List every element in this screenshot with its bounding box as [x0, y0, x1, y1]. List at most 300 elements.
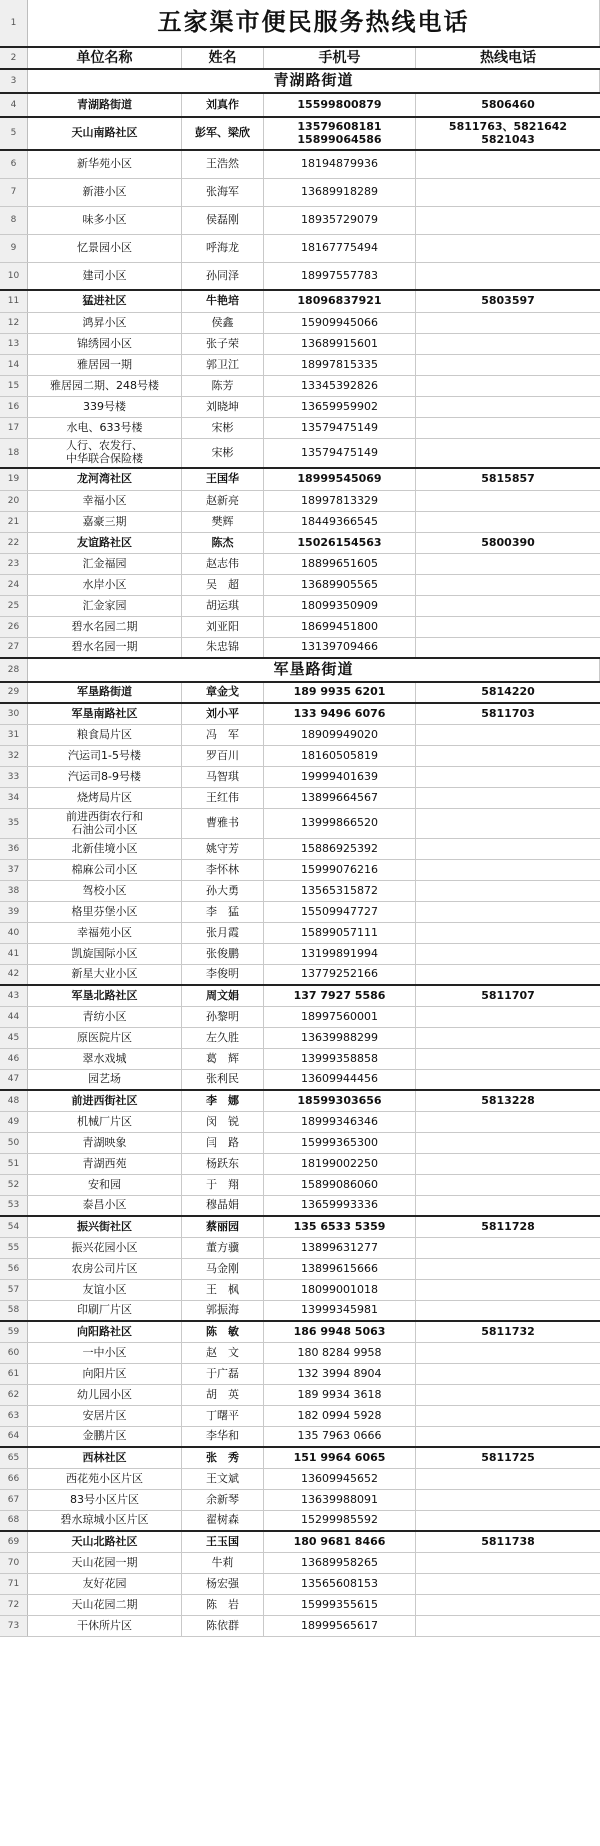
- mobile-phone-cell: 13345392826: [264, 376, 416, 396]
- mobile-phone-cell: 18599303656: [264, 1091, 416, 1111]
- mobile-phone-cell: 19999401639: [264, 767, 416, 787]
- row-number: 63: [0, 1406, 28, 1426]
- hotline-cell: [416, 1616, 600, 1636]
- hotline-cell: [416, 491, 600, 511]
- contact-name-cell: 杨跃东: [182, 1154, 264, 1174]
- contact-name-cell: 陈杰: [182, 533, 264, 553]
- hotline-cell: [416, 376, 600, 396]
- row-number: 29: [0, 683, 28, 702]
- page-title: 五家渠市便民服务热线电话: [28, 0, 600, 46]
- hotline-cell: [416, 1133, 600, 1153]
- contact-name-cell: 王浩然: [182, 151, 264, 178]
- unit-name-cell: 雅居园一期: [28, 355, 182, 375]
- contact-name-cell: 陈依群: [182, 1616, 264, 1636]
- table-row: [0, 683, 600, 704]
- mobile-phone-cell: 13565315872: [264, 881, 416, 901]
- contact-name-cell: 于 翔: [182, 1175, 264, 1195]
- unit-name-cell: 鸿昇小区: [28, 313, 182, 333]
- mobile-phone-cell: 13199891994: [264, 944, 416, 964]
- contact-name-cell: 马金刚: [182, 1259, 264, 1279]
- contact-name-cell: 陈 岩: [182, 1595, 264, 1615]
- unit-name-cell: 金鹏片区: [28, 1427, 182, 1446]
- row-number: 64: [0, 1427, 28, 1446]
- header-phone: 手机号: [264, 48, 416, 68]
- table-row: [0, 725, 600, 746]
- table-row: [0, 291, 600, 313]
- row-number: 65: [0, 1448, 28, 1468]
- mobile-phone-cell: 18997813329: [264, 491, 416, 511]
- mobile-phone-cell: 18194879936: [264, 151, 416, 178]
- contact-name-cell: 牛艳培: [182, 291, 264, 312]
- row-number: 54: [0, 1217, 28, 1237]
- mobile-phone-cell: 13565608153: [264, 1574, 416, 1594]
- unit-name-cell: 汽运司1-5号楼: [28, 746, 182, 766]
- mobile-phone-cell: 15886925392: [264, 839, 416, 859]
- unit-name-cell: 格里芬堡小区: [28, 902, 182, 922]
- mobile-phone-cell: 18167775494: [264, 235, 416, 262]
- row-number: 47: [0, 1070, 28, 1089]
- hotline-cell: [416, 1595, 600, 1615]
- table-row: [0, 1154, 600, 1175]
- contact-name-cell: 张海军: [182, 179, 264, 206]
- contact-name-cell: 张子荣: [182, 334, 264, 354]
- row-number: 58: [0, 1301, 28, 1320]
- table-row: [0, 1532, 600, 1553]
- unit-name-cell: 青湖西苑: [28, 1154, 182, 1174]
- unit-name-cell: 向阳路社区: [28, 1322, 182, 1342]
- table-row: [0, 70, 600, 94]
- mobile-phone-cell: 13999345981: [264, 1301, 416, 1320]
- mobile-phone-cell: 182 0994 5928: [264, 1406, 416, 1426]
- mobile-phone-cell: 13689915601: [264, 334, 416, 354]
- row-number: 49: [0, 1112, 28, 1132]
- table-row: [0, 1511, 600, 1532]
- row-number: 73: [0, 1616, 28, 1636]
- hotline-cell: [416, 1196, 600, 1215]
- mobile-phone-cell: 13609944456: [264, 1070, 416, 1089]
- table-row: [0, 491, 600, 512]
- table-row: [0, 986, 600, 1007]
- contact-name-cell: 闫 路: [182, 1133, 264, 1153]
- row-number: 51: [0, 1154, 28, 1174]
- table-row: [0, 554, 600, 575]
- unit-name-cell: 友谊小区: [28, 1280, 182, 1300]
- mobile-phone-cell: 13609945652: [264, 1469, 416, 1489]
- cell-line: 5821043: [481, 132, 535, 146]
- table-row: [0, 839, 600, 860]
- hotline-cell: [416, 1469, 600, 1489]
- unit-name-cell: 天山南路社区: [28, 118, 182, 149]
- unit-name-cell: 西林社区: [28, 1448, 182, 1468]
- row-number: 55: [0, 1238, 28, 1258]
- row-number: 59: [0, 1322, 28, 1342]
- unit-name-cell: 水岸小区: [28, 575, 182, 595]
- mobile-phone-cell: 15999365300: [264, 1133, 416, 1153]
- unit-name-cell: 前进西街社区: [28, 1091, 182, 1111]
- hotline-cell: [416, 1028, 600, 1048]
- contact-name-cell: 樊辉: [182, 512, 264, 532]
- table-row: [0, 418, 600, 439]
- unit-name-cell: 机械厂片区: [28, 1112, 182, 1132]
- hotline-cell: [416, 355, 600, 375]
- row-number: 45: [0, 1028, 28, 1048]
- mobile-phone-cell: 18997815335: [264, 355, 416, 375]
- unit-name-cell: 龙河湾社区: [28, 469, 182, 490]
- unit-name-cell: 青湖映象: [28, 1133, 182, 1153]
- contact-name-cell: 赵新亮: [182, 491, 264, 511]
- row-number: 40: [0, 923, 28, 943]
- mobile-phone-cell: 18997560001: [264, 1007, 416, 1027]
- table-row: [0, 1217, 600, 1238]
- contact-name-cell: 赵志伟: [182, 554, 264, 574]
- table-row: [0, 575, 600, 596]
- hotline-cell: [416, 767, 600, 787]
- row-number: 5: [0, 118, 28, 149]
- hotline-cell: [416, 965, 600, 984]
- table-row: [0, 533, 600, 554]
- mobile-phone-cell: 13579475149: [264, 418, 416, 438]
- hotline-cell: [416, 1007, 600, 1027]
- row-number: 61: [0, 1364, 28, 1384]
- hotline-cell: [416, 923, 600, 943]
- unit-name-cell: 泰昌小区: [28, 1196, 182, 1215]
- mobile-phone-cell: 13689905565: [264, 575, 416, 595]
- row-number: 34: [0, 788, 28, 808]
- row-number: 52: [0, 1175, 28, 1195]
- cell-line: 中华联合保险楼: [66, 452, 143, 465]
- contact-name-cell: 孙黎明: [182, 1007, 264, 1027]
- hotline-cell: 5811728: [481, 1219, 535, 1233]
- hotline-cell: [416, 334, 600, 354]
- contact-name-cell: 陈芳: [182, 376, 264, 396]
- table-row: [0, 1385, 600, 1406]
- hotline-cell: [416, 1385, 600, 1405]
- unit-name-cell: 棉麻公司小区: [28, 860, 182, 880]
- row-number: 42: [0, 965, 28, 984]
- hotline-cell: [416, 1238, 600, 1258]
- contact-name-cell: 蔡丽园: [182, 1217, 264, 1237]
- cell-line: 前进西街农行和: [66, 809, 143, 823]
- hotline-cell: [416, 397, 600, 417]
- hotline-cell: [416, 235, 600, 262]
- table-row: [0, 1133, 600, 1154]
- unit-name-cell: 振兴花园小区: [28, 1238, 182, 1258]
- mobile-phone-cell: 18099350909: [264, 596, 416, 616]
- unit-name-cell: 汇金家园: [28, 596, 182, 616]
- contact-name-cell: 朱忠锦: [182, 638, 264, 657]
- contact-name-cell: 郭卫江: [182, 355, 264, 375]
- contact-name-cell: 周文娟: [182, 986, 264, 1006]
- unit-name-cell: 雅居园二期、248号楼: [28, 376, 182, 396]
- table-row: [0, 788, 600, 809]
- table-row: [0, 1049, 600, 1070]
- hotline-cell: [416, 1490, 600, 1510]
- hotline-cell: [416, 1280, 600, 1300]
- hotline-cell: [416, 725, 600, 745]
- mobile-phone-cell: 132 3994 8904: [264, 1364, 416, 1384]
- hotline-cell: [416, 1070, 600, 1089]
- table-row: [0, 1364, 600, 1385]
- unit-name-cell: 味多小区: [28, 207, 182, 234]
- unit-name-cell: 新星大业小区: [28, 965, 182, 984]
- contact-name-cell: 王 枫: [182, 1280, 264, 1300]
- cell-line: 15899064586: [297, 132, 382, 146]
- contact-name-cell: 章金戈: [182, 683, 264, 702]
- unit-name-cell: 粮食局片区: [28, 725, 182, 745]
- unit-name-cell: [28, 809, 182, 838]
- cell-line: 石油公司小区: [71, 822, 138, 836]
- contact-name-cell: 王玉国: [182, 1532, 264, 1552]
- mobile-phone-cell: 18999545069: [264, 469, 416, 490]
- row-number: 10: [0, 263, 28, 289]
- row-number: 39: [0, 902, 28, 922]
- row-number: 4: [0, 94, 28, 116]
- contact-name-cell: 陈 敏: [182, 1322, 264, 1342]
- row-number: 31: [0, 725, 28, 745]
- row-number: 44: [0, 1007, 28, 1027]
- contact-name-cell: 刘小平: [182, 704, 264, 724]
- unit-name-cell: 军垦路街道: [28, 683, 182, 702]
- contact-name-cell: 赵 文: [182, 1343, 264, 1363]
- hotline-cell: [416, 1364, 600, 1384]
- row-number: 62: [0, 1385, 28, 1405]
- table-row: [0, 617, 600, 638]
- unit-name-cell: 原医院片区: [28, 1028, 182, 1048]
- mobile-phone-cell: 189 9935 6201: [264, 683, 416, 702]
- contact-name-cell: 王国华: [182, 469, 264, 490]
- unit-name-cell: 幸福小区: [28, 491, 182, 511]
- unit-name-cell: 安和园: [28, 1175, 182, 1195]
- hotline-cell: [416, 418, 600, 438]
- mobile-phone-cell: 15999355615: [264, 1595, 416, 1615]
- unit-name-cell: 水电、633号楼: [28, 418, 182, 438]
- hotline-cell: [416, 1301, 600, 1320]
- contact-name-cell: 李怀林: [182, 860, 264, 880]
- hotline-cell: [416, 902, 600, 922]
- hotline-cell: [416, 1574, 600, 1594]
- unit-name-cell: 园艺场: [28, 1070, 182, 1089]
- unit-name-cell: 翠水戏城: [28, 1049, 182, 1069]
- row-number: 21: [0, 512, 28, 532]
- hotline-cell: 5803597: [481, 294, 535, 308]
- unit-name-cell: 烧烤局片区: [28, 788, 182, 808]
- contact-name-cell: 杨宏强: [182, 1574, 264, 1594]
- row-number: 66: [0, 1469, 28, 1489]
- row-number: 32: [0, 746, 28, 766]
- mobile-phone-cell: 13579475149: [264, 439, 416, 467]
- hotline-cell: [416, 1511, 600, 1530]
- unit-name-cell: 西花苑小区片区: [28, 1469, 182, 1489]
- contact-name-cell: 于广磊: [182, 1364, 264, 1384]
- mobile-phone-cell: 15599800879: [264, 94, 416, 116]
- row-number: 14: [0, 355, 28, 375]
- hotline-cell: [416, 1553, 600, 1573]
- mobile-phone-cell: 13999358858: [264, 1049, 416, 1069]
- unit-name-cell: 向阳片区: [28, 1364, 182, 1384]
- unit-name-cell: 嘉豪三期: [28, 512, 182, 532]
- table-row: [0, 355, 600, 376]
- mobile-phone-cell: 15899057111: [264, 923, 416, 943]
- table-row: [0, 809, 600, 839]
- mobile-phone-cell: 18449366545: [264, 512, 416, 532]
- hotline-cell: [416, 860, 600, 880]
- unit-name-cell: 锦绣园小区: [28, 334, 182, 354]
- table-row: [0, 1448, 600, 1469]
- unit-name-cell: 碧水琼城小区片区: [28, 1511, 182, 1530]
- table-row: [0, 1427, 600, 1448]
- contact-name-cell: 胡 英: [182, 1385, 264, 1405]
- row-number: 11: [0, 291, 28, 312]
- unit-name-cell: 农房公司片区: [28, 1259, 182, 1279]
- row-number: 41: [0, 944, 28, 964]
- contact-name-cell: 葛 辉: [182, 1049, 264, 1069]
- table-row: [0, 1574, 600, 1595]
- contact-name-cell: 张月霞: [182, 923, 264, 943]
- mobile-phone-cell: 151 9964 6065: [264, 1448, 416, 1468]
- contact-name-cell: 李 猛: [182, 902, 264, 922]
- mobile-phone-cell: 18199002250: [264, 1154, 416, 1174]
- table-row: [0, 0, 600, 48]
- hotline-cell: [416, 1175, 600, 1195]
- contact-name-cell: 张 秀: [182, 1448, 264, 1468]
- row-number: 33: [0, 767, 28, 787]
- row-number: 26: [0, 617, 28, 637]
- contact-name-cell: 李俊明: [182, 965, 264, 984]
- mobile-phone-cell: 18935729079: [264, 207, 416, 234]
- table-row: [0, 1196, 600, 1217]
- mobile-phone-cell: [264, 118, 416, 149]
- unit-name-cell: 北新佳境小区: [28, 839, 182, 859]
- unit-name-cell: 339号楼: [28, 397, 182, 417]
- hotline-cell: 5811725: [481, 1450, 535, 1464]
- row-number: 9: [0, 235, 28, 262]
- table-row: [0, 902, 600, 923]
- hotline-cell: [416, 179, 600, 206]
- row-number: 18: [0, 439, 28, 467]
- unit-name-cell: [28, 439, 182, 467]
- table-row: [0, 1490, 600, 1511]
- hotline-cell: [416, 263, 600, 289]
- contact-name-cell: 左久胜: [182, 1028, 264, 1048]
- unit-name-cell: 忆景园小区: [28, 235, 182, 262]
- hotline-cell: 5800390: [481, 535, 535, 549]
- mobile-phone-cell: 13689958265: [264, 1553, 416, 1573]
- contact-name-cell: 宋彬: [182, 418, 264, 438]
- table-row: [0, 1595, 600, 1616]
- table-row: [0, 1616, 600, 1637]
- cell-line: 5811763、5821642: [448, 119, 568, 133]
- table-row: [0, 1091, 600, 1112]
- hotline-cell: 5811738: [481, 1534, 535, 1548]
- row-number: 3: [0, 70, 28, 92]
- mobile-phone-cell: 13139709466: [264, 638, 416, 657]
- hotline-cell: [416, 638, 600, 657]
- unit-name-cell: 友谊路社区: [28, 533, 182, 553]
- contact-name-cell: 郭振海: [182, 1301, 264, 1320]
- table-row: [0, 512, 600, 533]
- table-row: [0, 1175, 600, 1196]
- row-number: 71: [0, 1574, 28, 1594]
- contact-name-cell: 孙同泽: [182, 263, 264, 289]
- unit-name-cell: 建司小区: [28, 263, 182, 289]
- row-number: 22: [0, 533, 28, 553]
- contact-name-cell: 罗百川: [182, 746, 264, 766]
- hotline-cell: [416, 944, 600, 964]
- unit-name-cell: 驾校小区: [28, 881, 182, 901]
- mobile-phone-cell: 18096837921: [264, 291, 416, 312]
- contact-name-cell: 牛莉: [182, 1553, 264, 1573]
- row-number: 23: [0, 554, 28, 574]
- contact-name-cell: 张利民: [182, 1070, 264, 1089]
- table-row: [0, 118, 600, 151]
- row-number: 38: [0, 881, 28, 901]
- mobile-phone-cell: 18999565617: [264, 1616, 416, 1636]
- table-row: [0, 1238, 600, 1259]
- table-row: [0, 1469, 600, 1490]
- unit-name-cell: 碧水名园二期: [28, 617, 182, 637]
- row-number: 36: [0, 839, 28, 859]
- unit-name-cell: 汇金福园: [28, 554, 182, 574]
- row-number: 37: [0, 860, 28, 880]
- contact-name-cell: 孙大勇: [182, 881, 264, 901]
- unit-name-cell: 干休所片区: [28, 1616, 182, 1636]
- table-row: [0, 313, 600, 334]
- mobile-phone-cell: 13899615666: [264, 1259, 416, 1279]
- row-number: 70: [0, 1553, 28, 1573]
- unit-name-cell: 83号小区片区: [28, 1490, 182, 1510]
- mobile-phone-cell: 15509947727: [264, 902, 416, 922]
- unit-name-cell: 天山花园二期: [28, 1595, 182, 1615]
- contact-name-cell: 丁曙平: [182, 1406, 264, 1426]
- table-row: [0, 746, 600, 767]
- hotline-cell: [416, 788, 600, 808]
- unit-name-cell: 青湖路街道: [28, 94, 182, 116]
- row-number: 1: [0, 0, 28, 46]
- mobile-phone-cell: 18160505819: [264, 746, 416, 766]
- cell-line: 13579608181: [297, 119, 382, 133]
- unit-name-cell: 一中小区: [28, 1343, 182, 1363]
- row-number: 17: [0, 418, 28, 438]
- unit-name-cell: 猛进社区: [28, 291, 182, 312]
- mobile-phone-cell: 18997557783: [264, 263, 416, 289]
- contact-name-cell: 李华和: [182, 1427, 264, 1446]
- row-number: 69: [0, 1532, 28, 1552]
- table-row: [0, 704, 600, 725]
- table-row: [0, 1259, 600, 1280]
- table-row: [0, 376, 600, 397]
- hotline-cell: [416, 151, 600, 178]
- row-number: 20: [0, 491, 28, 511]
- table-row: [0, 397, 600, 418]
- mobile-phone-cell: 18099001018: [264, 1280, 416, 1300]
- mobile-phone-cell: 13779252166: [264, 965, 416, 984]
- contact-name-cell: 姚守芳: [182, 839, 264, 859]
- mobile-phone-cell: 137 7927 5586: [264, 986, 416, 1006]
- contact-name-cell: 刘晓坤: [182, 397, 264, 417]
- mobile-phone-cell: 13899664567: [264, 788, 416, 808]
- unit-name-cell: 安居片区: [28, 1406, 182, 1426]
- contact-name-cell: 胡运琪: [182, 596, 264, 616]
- table-row: [0, 881, 600, 902]
- mobile-phone-cell: 18999346346: [264, 1112, 416, 1132]
- table-row: [0, 596, 600, 617]
- hotline-cell: [416, 439, 600, 467]
- unit-name-cell: 新港小区: [28, 179, 182, 206]
- table-row: [0, 1028, 600, 1049]
- row-number: 48: [0, 1091, 28, 1111]
- table-row: [0, 1322, 600, 1343]
- mobile-phone-cell: 15999076216: [264, 860, 416, 880]
